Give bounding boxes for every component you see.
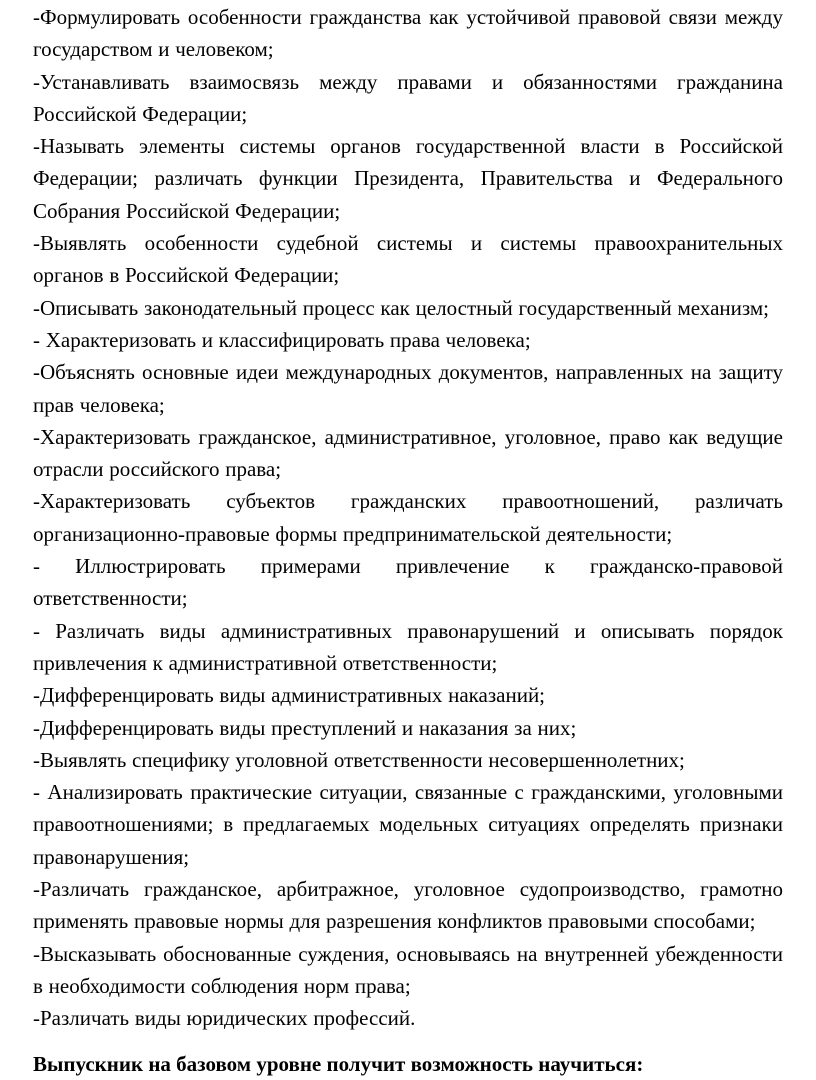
list-item: -Формулировать особенности гражданства как устойчивой правовой связи между государством и человеком; (33, 5, 783, 62)
list-item: -Характеризовать субъектов гражданских правоотношений, различать организационно-правовые формы предпринимательской деятельности; (33, 489, 783, 546)
list-item: -Характеризовать гражданское, административное, уголовное, право как ведущие отрасли российского права; (33, 424, 783, 482)
list-item: -Различать гражданское, арбитражное, уголовное судопроизводство, грамотно применять правовые нормы для разрешения конфликтов правовыми способами; (33, 877, 783, 934)
list-item: -Описывать законодательный процесс как целостный государственный механизм; (33, 295, 769, 320)
list-item: -Выявлять особенности судебной системы и системы правоохранительных органов в Российской Федерации; (33, 231, 783, 288)
list-item: -Высказывать обоснованные суждения, основываясь на внутренней убежденности в необходимости соблюдения норм права; (33, 941, 783, 998)
list-item: - Анализировать практические ситуации, связанные с гражданскими, уголовными правоотношениями; в предлагаемых модельных ситуациях определять признаки правонарушения; (33, 780, 783, 869)
list-item: -Называть элементы системы органов государственной власти в Российской Федерации; различать функции Президента, Правительства и Федерального Собрания Российской Федерации; (33, 134, 783, 223)
list-item: - Иллюстрировать примерами привлечение к гражданско-правовой ответственности; (33, 554, 783, 611)
list-item: -Различать виды юридических профессий. (33, 1006, 416, 1031)
list-item: -Дифференцировать виды административных наказаний; (33, 683, 546, 708)
list-item: -Дифференцировать виды преступлений и наказания за них; (33, 715, 577, 740)
list-item: - Характеризовать и классифицировать права человека; (33, 327, 531, 352)
list-item: -Устанавливать взаимосвязь между правами и обязанностями гражданина Российской Федерации; (33, 69, 783, 126)
list-item: -Объяснять основные идеи международных документов, направленных на защиту прав человека; (33, 360, 783, 417)
section-heading: Выпускник на базовом уровне получит возможность научиться: (33, 1051, 644, 1076)
list-item: -Выявлять специфику уголовной ответственности несовершеннолетних; (33, 747, 685, 772)
list-item: - Различать виды административных правонарушений и описывать порядок привлечения к административной ответственности; (33, 618, 783, 675)
